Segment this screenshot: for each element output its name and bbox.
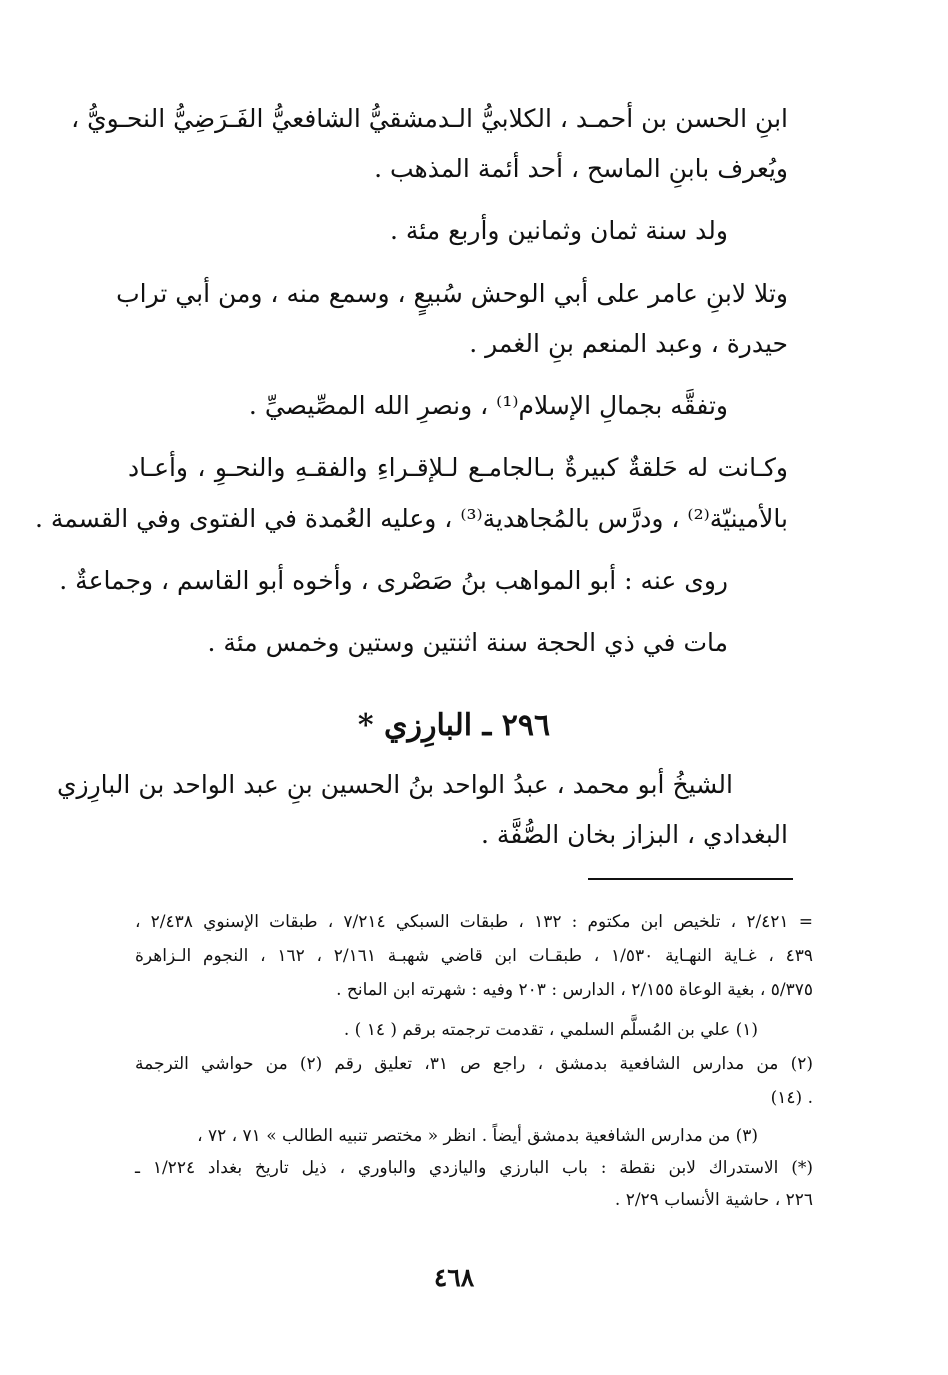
footnote-continuation-line1: = ٢/٤٢١ ، تلخيص ابن مكتوم : ١٣٢ ، طبقات السبكي ٧/٢١٤ ، طبقات الإسنوي ٢/٤٣٨ ، xyxy=(135,912,813,932)
body-para4: وتفقَّه بجمالِ الإسلام⁽¹⁾ ، ونصرِ الله المصِّيصيِّ . xyxy=(248,391,728,420)
body-para2: ولد سنة ثمان وثمانين وأربع مئة . xyxy=(389,216,728,245)
page-number: ٤٦٨ xyxy=(433,1263,475,1292)
footnote-continuation-line2: ٤٣٩ ، غـاية النهـاية ١/٥٣٠ ، طبقـات ابن قاضي شهبـة ٢/١٦١ ، ١٦٢ ، النجوم الـزاهرة xyxy=(135,946,813,966)
footnote-1: (١) علي بن المُسلَّم السلمي ، تقدمت ترجمته برقم ( ١٤ ) . xyxy=(343,1020,758,1040)
body-para5-line2: بالأمينيّة⁽²⁾ ، ودرَّس بالمُجاهدية⁽³⁾ ، وعليه العُمدة في الفتوى وفي القسمة . xyxy=(34,504,788,533)
body-para1-line1: ابنِ الحسن بن أحمـد ، الكلابيُّ الـدمشقيُّ الشافعيُّ الفَـرَضِيُّ النحـويُّ ، xyxy=(71,104,788,133)
footnote-star-line1: (*) الاستدراك لابن نقطة : باب البارزي واليازدي والباوري ، ذيل تاريخ بغداد ١/٢٢٤ ـ xyxy=(135,1158,813,1178)
body-para6: روى عنه : أبو المواهب بنُ صَصْرى ، وأخوه أبو القاسم ، وجماعةٌ . xyxy=(59,566,728,595)
footnote-2-line1: (٢) من مدارس الشافعية بدمشق ، راجع ص ٣١، تعليق رقم (٢) من حواشي الترجمة xyxy=(135,1054,813,1074)
footnote-star-line2: ٢٢٦ ، حاشية الأنساب ٢/٢٩ . xyxy=(614,1190,813,1210)
body-para1-line2: ويُعرف بابنِ الماسح ، أحد أئمة المذهب . xyxy=(374,154,788,183)
footnote-separator xyxy=(588,878,793,880)
body-para7: مات في ذي الحجة سنة اثنتين وستين وخمس مئة . xyxy=(207,628,728,657)
entry-heading: ٢٩٦ ـ البارِزي * xyxy=(357,708,551,743)
body-para5-line1: وكـانت له حَلقةٌ كبيرةٌ بـالجامـع لـلإقـراءِ والفقـهِ والنحـوِ ، وأعـاد xyxy=(128,453,788,482)
body-para3-line2: حيدرة ، وعبد المنعم بنِ الغمر . xyxy=(469,329,788,358)
body-para8-line1: الشيخُ أبو محمد ، عبدُ الواحد بنُ الحسين بنِ عبد الواحد بن البارِزي xyxy=(56,770,733,799)
body-para8-line2: البغدادي ، البزاز بخان الصُّفَّة . xyxy=(481,820,788,849)
footnote-3: (٣) من مدارس الشافعية بدمشق أيضاً . انظر « مختصر تنبيه الطالب » ٧١ ، ٧٢ ، xyxy=(197,1126,758,1146)
footnote-2-line2: (١٤) . xyxy=(770,1088,813,1108)
body-para3-line1: وتلا لابنِ عامر على أبي الوحش سُبيعٍ ، وسمع منه ، ومن أبي تراب xyxy=(116,279,788,308)
footnote-continuation-line3: ٥/٣٧٥ ، بغية الوعاة ٢/١٥٥ ، الدارس : ٢٠٣ وفيه : شهرته ابن المانح . xyxy=(336,980,813,1000)
